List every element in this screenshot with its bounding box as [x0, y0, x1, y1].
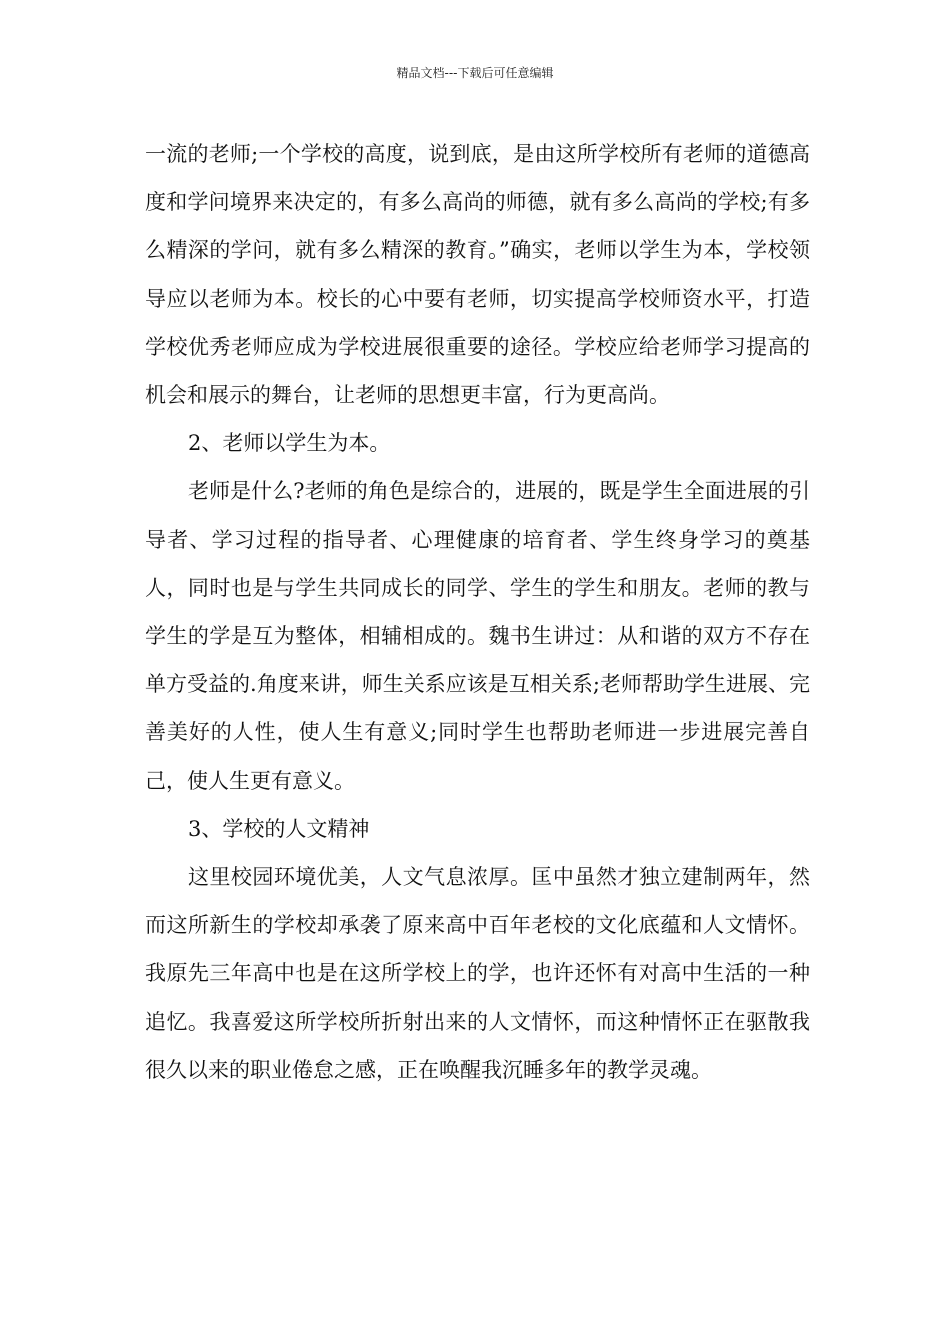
paragraph-teacher-role: 老师是什么?老师的角色是综合的，进展的，既是学生全面进展的引导者、学习过程的指导者、心理健康的培育者、学生终身学习的奠基人，同时也是与学生共同成长的同学、学生的学生和朋友。老师的教与学生的学是互为整体，相辅相成的。魏书生讲过：从和谐的双方不存在单方受益的.角度来讲，师生关系应该是互相关系;老师帮助学生进展、完善美好的人性，使人生有意义;同时学生也帮助老师进一步进展完善自己，使人生更有意义。	[145, 479, 810, 793]
section-heading-2: 2、老师以学生为本。	[188, 431, 391, 456]
paragraph-teacher-quality: 一流的老师;一个学校的高度，说到底，是由这所学校所有老师的道德高度和学问境界来决定的，有多么高尚的师德，就有多么高尚的学校;有多么精深的学问，就有多么精深的教育。”确实，老师以学生为本，学校领导应以老师为本。校长的心中要有老师，切实提高学校师资水平，打造学校优秀老师应成为学校进展很重要的途径。学校应给老师学习提高的机会和展示的舞台，让老师的思想更丰富，行为更高尚。	[145, 142, 810, 408]
paragraph-humanistic-spirit: 这里校园环境优美，人文气息浓厚。匡中虽然才独立建制两年，然而这所新生的学校却承袭了原来高中百年老校的文化底蕴和人文情怀。我原先三年高中也是在这所学校上的学，也许还怀有对高中生活的一种追忆。我喜爱这所学校所折射出来的人文情怀，而这种情怀正在驱散我很久以来的职业倦怠之感，正在唤醒我沉睡多年的教学灵魂。	[145, 865, 810, 1082]
document-body	[145, 130, 810, 1094]
page-header: 精品文档---下载后可任意编辑	[396, 66, 554, 80]
section-heading-3: 3、学校的人文精神	[188, 816, 370, 841]
